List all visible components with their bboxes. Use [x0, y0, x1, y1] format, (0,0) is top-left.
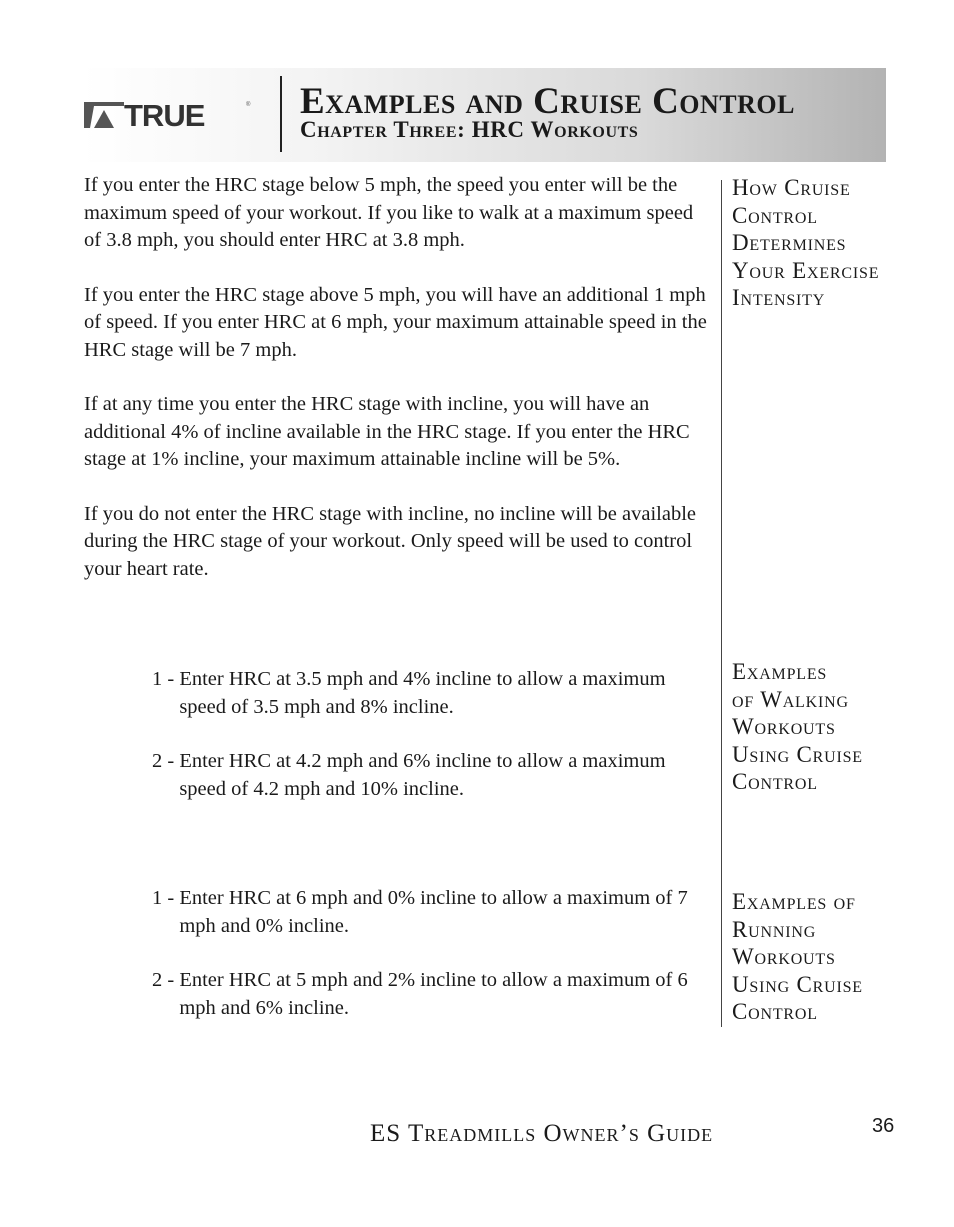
list-item-text: Enter HRC at 5 mph and 2% incline to allow a maximum of 6 mph and 6% incline. — [179, 969, 688, 1019]
chapter-subtitle: Chapter Three: HRC Workouts — [300, 117, 639, 142]
paragraph: If you enter the HRC stage above 5 mph, you will have an additional 1 mph of speed. If you enter HRC at 6 mph, your maximum attainable speed in the HRC stage will be 7 mph. — [84, 283, 707, 361]
sidebar-heading-line: Intensity — [732, 285, 826, 310]
sidebar-heading-line: Control — [732, 202, 818, 228]
sidebar-heading-line: Workouts — [732, 944, 836, 969]
list-item-number: 2 - — [152, 750, 180, 772]
sidebar-heading-line: Running — [732, 916, 817, 942]
list-item-text: Enter HRC at 4.2 mph and 6% incline to allow a maximum speed of 4.2 mph and 10% incline. — [179, 750, 666, 800]
page-number: 36 — [872, 1115, 895, 1137]
header-divider — [280, 76, 282, 152]
running-examples-list — [152, 885, 712, 1049]
sidebar-heading-line: Control — [732, 999, 818, 1024]
logo-mark-icon — [84, 102, 124, 128]
sidebar-heading-line: How Cruise — [732, 175, 851, 200]
list-item-text: Enter HRC at 6 mph and 0% incline to allow a maximum of 7 mph and 0% incline. — [179, 887, 688, 937]
sidebar-heading-line: of Walking — [732, 686, 849, 712]
list-item — [152, 967, 712, 1022]
list-item — [152, 748, 712, 803]
logo-wordmark: TRUE — [124, 98, 205, 133]
list-item — [152, 885, 712, 940]
sidebar-heading-line: Examples — [732, 659, 828, 684]
paragraph: If at any time you enter the HRC stage with incline, you will have an additional 4% of incline available in the HRC stage. If you enter the HRC stage at 1% incline, your maximum attainable incline will be 5%. — [84, 393, 690, 470]
sidebar-heading-line: Using Cruise — [732, 741, 863, 767]
list-item-number: 2 - — [152, 969, 180, 991]
body-text — [84, 172, 714, 610]
list-item-number: 1 - — [152, 668, 180, 690]
page-title: Examples and Cruise Control — [300, 81, 795, 122]
true-logo — [84, 98, 254, 133]
sidebar-heading-walking — [732, 658, 932, 796]
logo-trademark: ® — [246, 102, 251, 108]
sidebar-heading-running — [732, 888, 932, 1026]
paragraph: If you enter the HRC stage below 5 mph, the speed you enter will be the maximum speed of your workout. If you like to walk at a maximum speed of 3.8 mph, you should enter HRC at 3.8 mph. — [84, 174, 694, 251]
list-item-text: Enter HRC at 3.5 mph and 4% incline to allow a maximum speed of 3.5 mph and 8% incline. — [179, 668, 666, 718]
list-item-number: 1 - — [152, 887, 180, 909]
sidebar-heading-line: Your Exercise — [732, 257, 880, 283]
sidebar-heading-line: Control — [732, 769, 818, 794]
sidebar-heading-cruise-control — [732, 174, 932, 312]
walking-examples-list — [152, 666, 712, 830]
list-item — [152, 666, 712, 721]
sidebar-heading-line: Determines — [732, 230, 847, 255]
sidebar-heading-line: Examples of — [732, 889, 856, 914]
sidebar-divider — [721, 180, 722, 1027]
sidebar-heading-line: Using Cruise — [732, 971, 863, 997]
footer-guide-title: ES Treadmills Owner’s Guide — [370, 1120, 714, 1147]
sidebar-heading-line: Workouts — [732, 714, 836, 739]
paragraph: If you do not enter the HRC stage with incline, no incline will be available during the HRC stage of your workout. Only speed will be used to control your heart rate. — [84, 502, 696, 580]
